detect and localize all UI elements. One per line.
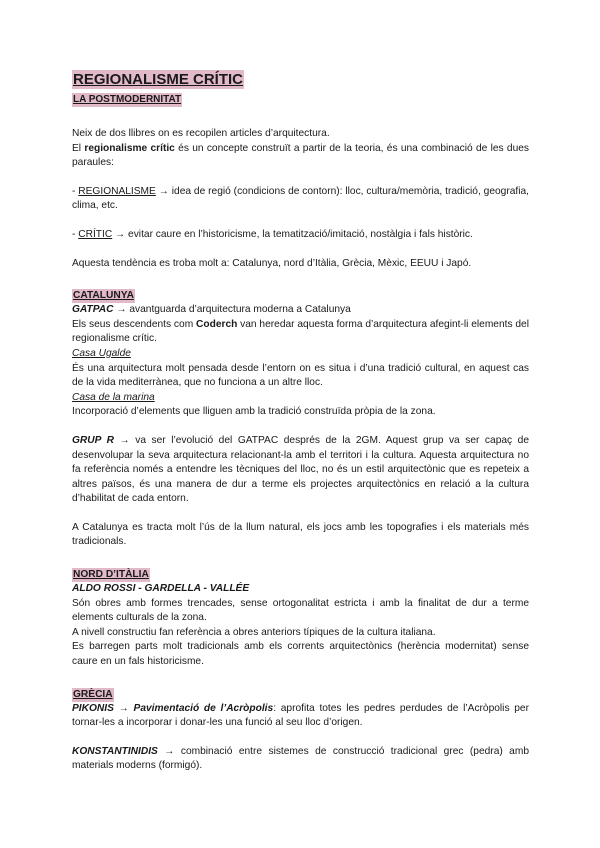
section-heading-grecia: GRÈCIA (73, 688, 113, 700)
casa-ugalde-text: És una arquitectura molt pensada desde l’entorn on es situa i d’una tradició cultural, en aquest cas de la vida mediterrànea, que no funciona a un altre lloc. (72, 362, 529, 389)
casa-ugalde-label: Casa Ugalde (72, 347, 131, 359)
document-title: REGIONALISME CRÍTIC (73, 71, 244, 88)
italia-paragraph-1: Són obres amb formes trencades, sense ortogonalitat estricta i amb la finalitat de dur a terme elements culturals de la zona. (72, 597, 529, 624)
intro-paragraph-2: El regionalisme crític és un concepte construït a partir de la teoria, és una combinació de les dues paraules: (72, 142, 529, 169)
document-subtitle: LA POSTMODERNITAT (73, 94, 182, 105)
tendencia-paragraph: Aquesta tendència es troba molt a: Catalunya, nord d’Itàlia, Grècia, Mèxic, EEUU i Japó. (72, 257, 472, 269)
regionalisme-definition: - REGIONALISME → idea de regió (condicions de contorn): lloc, cultura/memòria, tradició, geografia, clima, etc. (72, 185, 529, 212)
descendents-paragraph: Els seus descendents com Coderch van heredar aquesta forma d’arquitectura afegint-li elements del regionalisme crític. (72, 318, 529, 345)
gatpac-line: GATPAC → avantguarda d’arquitectura moderna a Catalunya (72, 304, 351, 316)
italia-paragraph-2: A nivell constructiu fan referència a obres anteriors típiques de la cultura italiana. (72, 626, 436, 638)
casa-marina-label: Casa de la marina (72, 391, 155, 403)
pikonis-paragraph: PIKONIS → Pavimentació de l’Acròpolis: aprofita totes les pedres perdudes de l’Acròpolis per tornar-les a incorporar i donar-les una funció al seu lloc d’origen. (72, 702, 529, 729)
intro-paragraph-1: Neix de dos llibres on es recopilen articles d’arquitectura. (72, 128, 330, 139)
critic-definition: - CRÍTIC → evitar caure en l’historicisme, la tematització/imitació, nostàlgia i fals històric. (72, 228, 473, 240)
section-heading-catalunya: CATALUNYA (73, 290, 134, 302)
grup-r-paragraph: GRUP R → va ser l’evolució del GATPAC després de la 2GM. Aquest grup va ser capaç de desenvolupar la seva arquitectura relacionant-la amb el territori i la cultura. Aquesta arquitectura no fa referència només a entendre les tècniques del lloc, no és un estil arquitectònic que es repeteix a altres països, és una manera de dur a terme els projectes arquitectònics en relació a la cultura d’habilitat de cada entorn. (72, 434, 529, 505)
italia-paragraph-3: Es barregen parts molt tradicionals amb els corrents arquitectònics (herència modernitat) sense caure en un fals historicisme. (72, 641, 529, 668)
section-heading-italia: NORD D’ITÀLIA (73, 569, 149, 581)
casa-marina-text: Incorporació d’elements que lliguen amb la tradició construïda pròpia de la zona. (72, 406, 436, 418)
konstantinidis-paragraph: KONSTANTINIDIS → combinació entre sistemes de construcció tradicional grec (pedra) amb materials moderns (formigó). (72, 745, 529, 772)
llum-paragraph: A Catalunya es tracta molt l’ús de la llum natural, els jocs amb les topografies i els materials més tradicionals. (72, 521, 529, 548)
italia-architects: ALDO ROSSI - GARDELLA - VALLÉE (72, 583, 250, 595)
document-page (72, 70, 529, 774)
